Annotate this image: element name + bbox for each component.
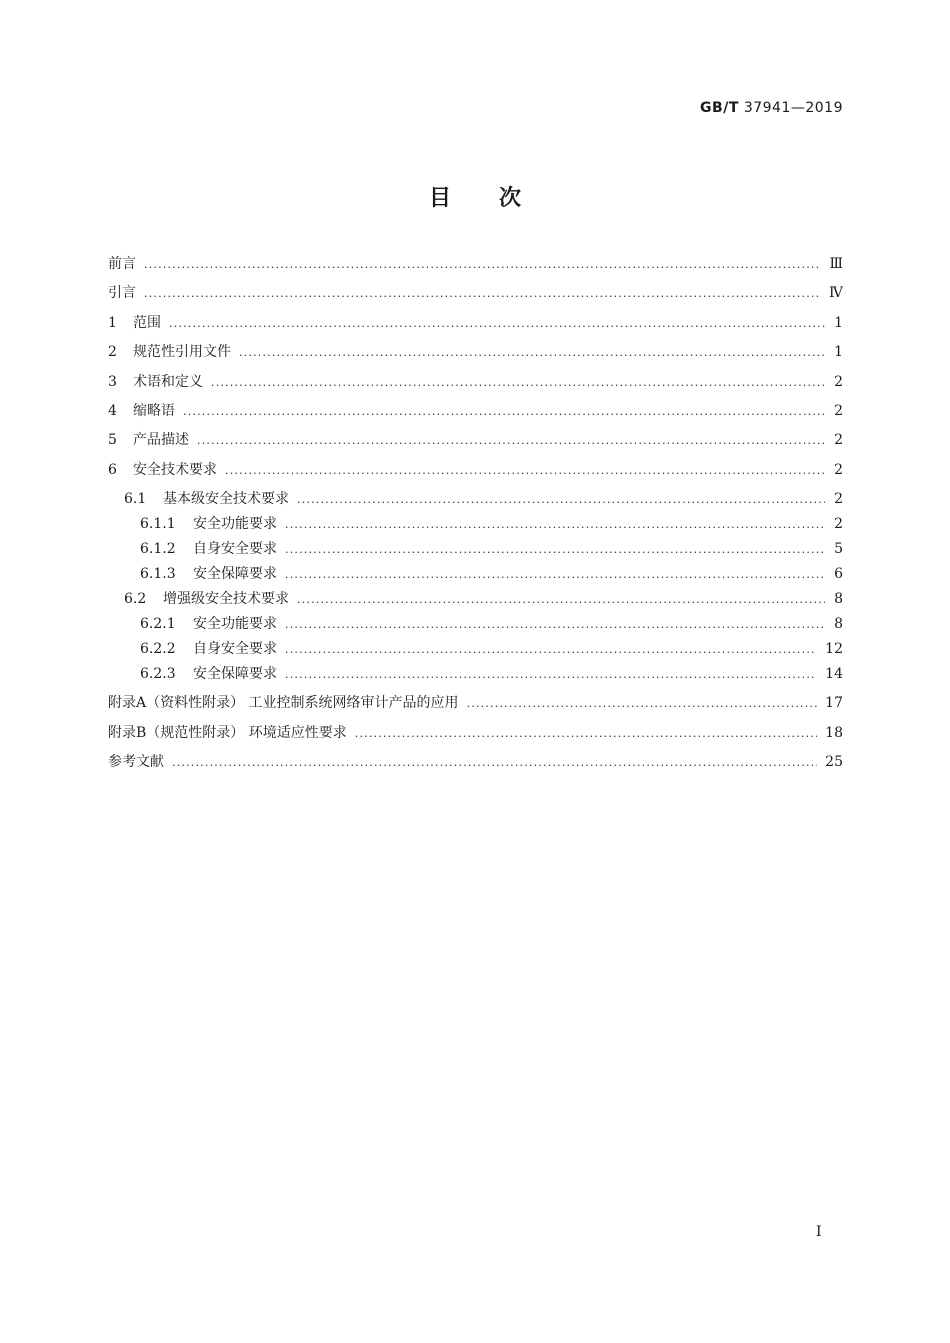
toc-dot-leader [285,569,825,580]
toc-entry[interactable] [108,542,843,567]
toc-entry[interactable] [108,567,843,592]
toc-entry[interactable] [108,316,843,345]
toc-entry-label: 引言 [108,285,136,302]
toc-entry-number: 3 [108,373,117,390]
toc-dot-leader [285,619,825,630]
toc-entry-page: 2 [834,402,843,419]
toc-entry[interactable] [108,375,843,404]
toc-entry-label: 附录A（资料性附录） 工业控制系统网络审计产品的应用 [108,695,459,712]
toc-entry[interactable] [108,404,843,433]
toc-entry-number: 6 [108,461,117,478]
toc-dot-leader [285,519,825,530]
toc-entry-page: 8 [834,616,843,633]
toc-entry-number: 4 [108,402,117,419]
toc-entry-label: 安全功能要求 [193,616,277,633]
toc-entry-label: 缩略语 [133,402,175,419]
toc-entry-label: 产品描述 [133,432,189,449]
toc-entry[interactable] [108,286,843,315]
toc-entry[interactable] [108,696,843,725]
standard-number: 37941—2019 [743,100,843,116]
toc-entry-page: 2 [834,491,843,508]
toc-entry-page: 18 [825,724,843,741]
toc-dot-leader [144,288,821,299]
toc-entry-page: Ⅲ [829,256,843,272]
toc-dot-leader [169,318,825,329]
toc-entry-label: 安全功能要求 [193,516,277,533]
toc-entry-page: 2 [834,373,843,390]
toc-entry[interactable] [108,617,843,642]
toc-entry[interactable] [108,257,843,286]
toc-entry-label: 基本级安全技术要求 [163,491,289,508]
toc-dot-leader [297,594,825,605]
toc-entry-page: 2 [834,516,843,533]
footer-page-number: Ⅰ [816,1224,822,1240]
table-of-contents [108,257,843,784]
toc-entry[interactable] [108,667,843,692]
toc-entry-page: 2 [834,461,843,478]
toc-entry-number: 1 [108,314,117,331]
toc-dot-leader [144,259,821,270]
toc-entry-page: 12 [825,641,843,658]
toc-entry-number: 6.2 [124,591,147,608]
toc-entry[interactable] [108,345,843,374]
toc-entry-label: 自身安全要求 [193,541,277,558]
toc-dot-leader [197,435,825,446]
toc-entry-number: 2 [108,344,117,361]
toc-entry[interactable] [108,755,843,784]
toc-entry-page: 8 [834,591,843,608]
toc-entry[interactable] [108,433,843,462]
toc-dot-leader [355,728,817,739]
toc-dot-leader [467,698,818,709]
toc-entry-number: 6.2.1 [140,616,176,633]
toc-entry-label: 安全保障要求 [193,666,277,683]
toc-entry-number: 6.1.3 [140,566,176,583]
toc-entry-page: 14 [825,666,843,683]
page-title: 目次 [428,186,569,211]
toc-entry-page: 1 [834,314,843,331]
toc-entry[interactable] [108,492,843,517]
toc-entry-label: 前言 [108,256,136,272]
standard-prefix: GB/T [700,100,739,116]
toc-entry-label: 安全技术要求 [133,461,217,478]
toc-entry-page: 2 [834,432,843,449]
toc-dot-leader [239,347,825,358]
toc-entry-page: 1 [834,344,843,361]
toc-dot-leader [172,757,817,768]
toc-entry-page: 17 [825,695,843,712]
toc-entry-number: 6.1 [124,491,147,508]
standard-code [700,100,843,116]
toc-entry-number: 6.2.2 [140,641,176,658]
toc-dot-leader [211,377,825,388]
toc-dot-leader [183,406,825,417]
toc-entry[interactable] [108,463,843,492]
toc-dot-leader [225,465,825,476]
toc-entry[interactable] [108,517,843,542]
toc-entry-number: 5 [108,432,117,449]
toc-entry[interactable] [108,726,843,755]
toc-dot-leader [285,644,817,655]
toc-dot-leader [285,669,817,680]
toc-entry-label: 附录B（规范性附录） 环境适应性要求 [108,724,347,741]
toc-entry-label: 规范性引用文件 [133,344,231,361]
toc-entry-page: 5 [834,541,843,558]
toc-entry-page: Ⅳ [829,285,843,302]
toc-entry-label: 范围 [133,314,161,331]
toc-entry-page: 25 [825,753,843,770]
toc-entry[interactable] [108,642,843,667]
toc-entry-label: 术语和定义 [133,373,203,390]
toc-entry-label: 参考文献 [108,753,164,770]
toc-dot-leader [285,544,825,555]
toc-entry-page: 6 [834,566,843,583]
toc-entry-number: 6.1.1 [140,516,176,533]
toc-entry-number: 6.1.2 [140,541,176,558]
toc-dot-leader [297,494,825,505]
toc-entry-label: 增强级安全技术要求 [163,591,289,608]
toc-entry-label: 安全保障要求 [193,566,277,583]
toc-entry-label: 自身安全要求 [193,641,277,658]
toc-entry-number: 6.2.3 [140,666,176,683]
toc-entry[interactable] [108,592,843,617]
